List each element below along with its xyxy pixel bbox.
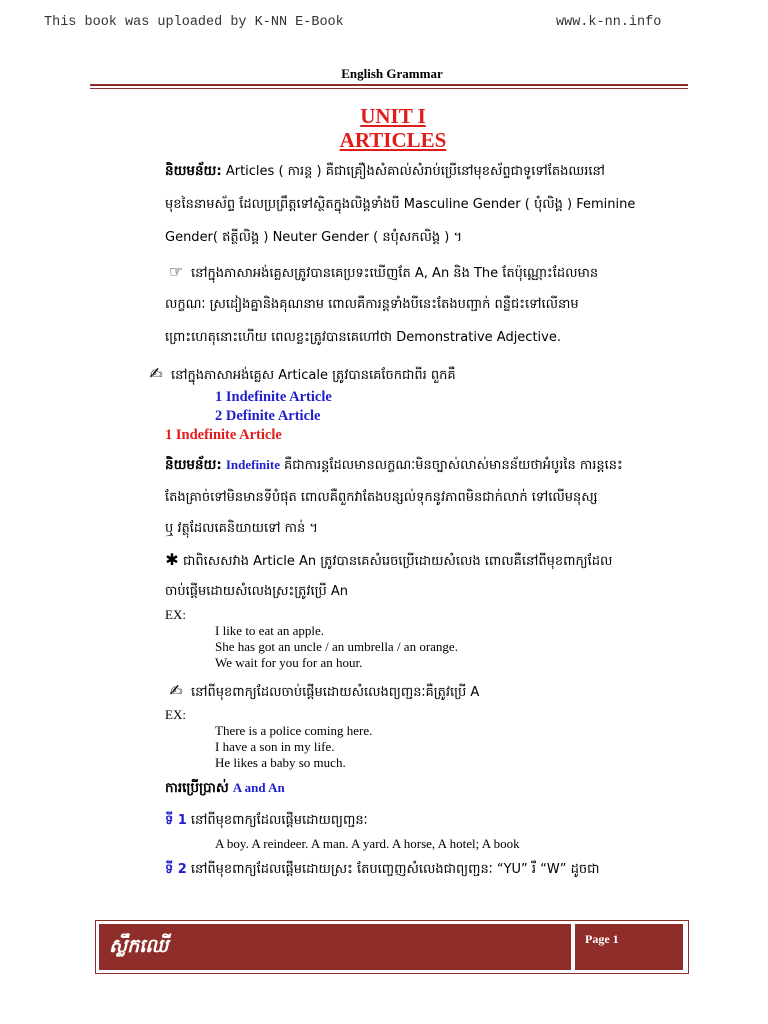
list-item: 2 Definite Article: [215, 408, 321, 424]
note-3-line-1: [165, 550, 612, 572]
asterisk-icon: ✱: [165, 550, 179, 569]
footer-author: ស្លឹកឈើ: [109, 935, 169, 957]
note-1-line-3: ព្រោះហេតុនោះហើយ ពេលខ្លះត្រូវបានគេហៅថា Demonstrative Adjective.: [165, 330, 561, 345]
note-2: [145, 364, 456, 386]
note-1-line-1: [165, 262, 598, 284]
definition-line-1: [165, 162, 605, 182]
section-1-def-label: និយមន័យ:: [165, 457, 222, 473]
note-1-line-2: លក្ខណៈ ស្រដៀងគ្នានិងគុណនាម ពោលគឺការន្តទាំងបីនេះតែងបញ្ជាក់ ពន្លឺជះទៅលើនាម: [165, 297, 579, 312]
note-3-text-1: ជាពិសេសវាង Article An ត្រូវបានគេសំរេចប្រើដោយសំលេង ពោលគឺនៅពីមុខពាក្យដែល: [183, 554, 613, 569]
writing-hand-icon: ✍: [169, 681, 183, 700]
section-1-text-1: គឺជាការន្តដែលមានលក្ខណៈមិនច្បាស់លាស់មានន័យថាអំបូរនៃ ការន្តនេះ: [284, 458, 623, 473]
definition-line-2: មុខនៃនាមស័ព្ទ ដែលប្រព្រឹត្តទៅស្ថិតក្នុងលិង្គទាំងបី Masculine Gender ( បុំលិង្គ ) Feminine: [165, 197, 636, 212]
note-4: [165, 681, 479, 703]
rule-1-number: ទី 1: [165, 813, 187, 828]
note-1-text-1: នៅក្នុងភាសាអង់គ្លេសត្រូវបានគេប្រទះឃើញតែ A, An និង The តែប៉ុណ្ណោះដែលមាន: [191, 266, 599, 281]
example-label: EX:: [165, 607, 186, 622]
example-line: I have a son in my life.: [215, 739, 335, 754]
note-3-line-2: ចាប់ផ្តើមដោយសំលេងស្រះត្រូវប្រើ An: [165, 584, 349, 599]
footer-page-box: [575, 924, 683, 970]
example-line: I like to eat an apple.: [215, 623, 325, 638]
rule-2: [165, 860, 599, 880]
hand-pointing-icon: ☞: [168, 262, 184, 281]
example-line: We wait for you for an hour.: [215, 655, 363, 670]
section-1-def-word: Indefinite: [225, 457, 280, 472]
unit-title: UNIT I: [360, 104, 426, 128]
list-item: 1 Indefinite Article: [215, 389, 332, 405]
header-rule-thin: [90, 88, 688, 89]
usage-heading: [165, 779, 285, 799]
rule-2-text: នៅពីមុខពាក្យដែលផ្តើមដោយស្រះ តែបញ្ចេញសំលេងជាព្យញ្ជនៈ “YU” រឺ “W” ដូចជា: [190, 862, 600, 877]
rule-1-text: នៅពីមុខពាក្យដែលផ្តើមដោយព្យញ្ជនៈ: [190, 813, 368, 828]
usage-words: A and An: [232, 780, 285, 795]
header-rule: [90, 84, 688, 86]
writing-hand-icon: ✍: [149, 364, 163, 383]
note-2-text: នៅក្នុងភាសាអង់គ្លេស Articale ត្រូវបានគេចែកជាពីរ ពួកគឺ: [171, 368, 456, 383]
definition-label: និយមន័យ:: [165, 163, 222, 179]
unit-subtitle: ARTICLES: [339, 128, 447, 152]
section-title: 1 Indefinite Article: [165, 427, 282, 443]
footer-author-bar: [99, 924, 571, 970]
example-line: There is a police coming here.: [215, 723, 373, 738]
usage-label: ការប្រើប្រាស់: [165, 780, 229, 796]
rule-1-example: A boy. A reindeer. A man. A yard. A horse, A hotel; A book: [215, 836, 520, 851]
section-1-line-2: តែងគ្រាច់ទៅមិនមានទីបំផុត ពោលគឺពួកវាតែងបន្សល់ទុកនូវភាពមិនជាក់លាក់ ទៅលើមនុស្ស: [165, 490, 598, 505]
example-line: He likes a baby so much.: [215, 755, 346, 770]
definition-text-1: Articles ( ការន្ត ) គឺជាគ្រឿងសំគាល់សំរាប់ប្រើនៅមុខស័ព្ទជាទូទៅតែងឈរនៅ: [225, 164, 605, 179]
note-4-text: នៅពីមុខពាក្យដែលចាប់ផ្តើមដោយសំលេងព្យញ្ជនៈគឺត្រូវប្រើ A: [191, 685, 480, 700]
watermark-url: www.k-nn.info: [556, 15, 662, 30]
definition-line-3: Gender( ឥត្ថីលិង្គ ) Neuter Gender ( នបុំសកលិង្គ ) ។: [165, 230, 463, 245]
footer-frame: [95, 920, 689, 974]
watermark-left: This book was uploaded by K-NN E-Book: [44, 15, 344, 30]
running-header: English Grammar: [341, 66, 443, 81]
example-label: EX:: [165, 707, 186, 722]
rule-2-number: ទី 2: [165, 862, 187, 877]
example-line: She has got an uncle / an umbrella / an orange.: [215, 639, 458, 654]
page-number: Page 1: [585, 932, 619, 946]
section-1-line-1: [165, 456, 623, 476]
rule-1: [165, 811, 368, 831]
section-1-line-3: ឬ វត្ថុដែលគេនិយាយទៅ កាន់ ។: [165, 521, 318, 536]
